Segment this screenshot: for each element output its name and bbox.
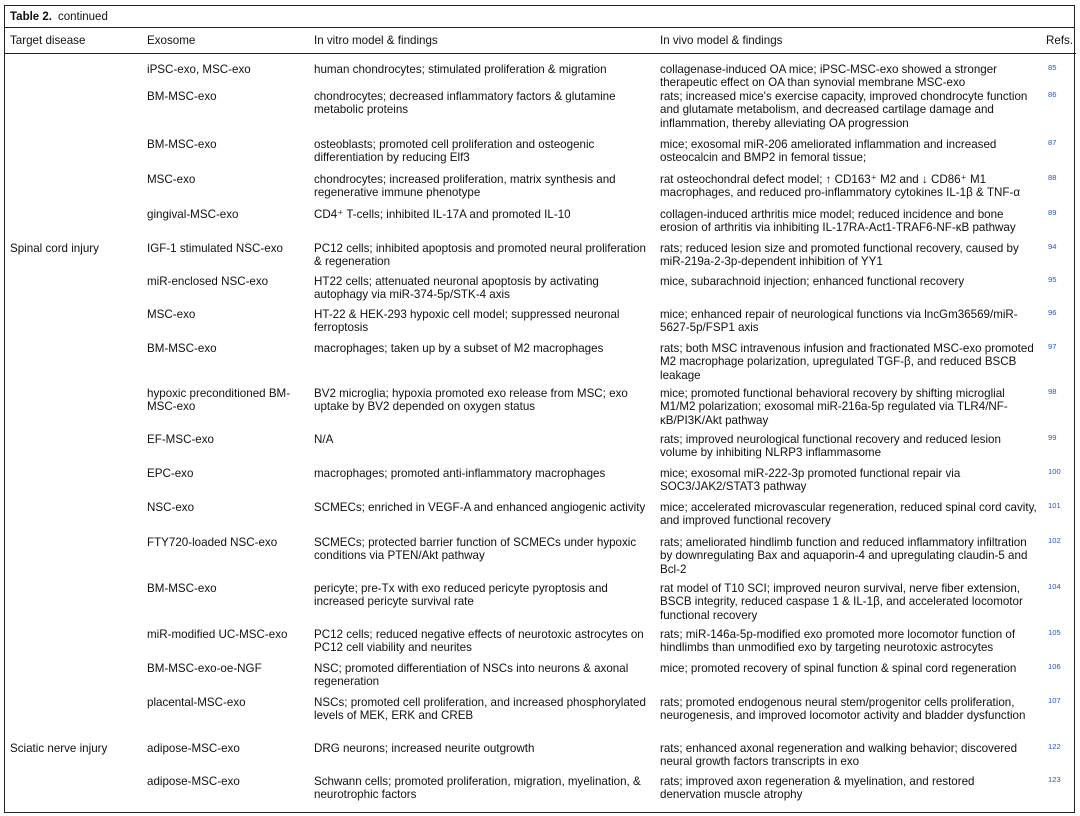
caption-label: Table 2. xyxy=(10,11,52,23)
cell-exosome: MSC-exo xyxy=(147,172,196,186)
header-exosome: Exosome xyxy=(142,28,309,53)
cell-ref xyxy=(1041,582,1076,628)
table-row xyxy=(5,242,1076,275)
table-row xyxy=(5,628,1076,662)
cell-exosome: iPSC-exo, MSC-exo xyxy=(147,62,251,76)
table-row xyxy=(5,387,1076,433)
header-in-vitro: In vitro model & findings xyxy=(309,28,655,53)
exosome-table xyxy=(5,28,1076,809)
cell-in-vitro: N/A xyxy=(314,432,334,446)
cell-exosome: BM-MSC-exo xyxy=(147,137,217,151)
table-row xyxy=(5,536,1076,582)
cell-in-vitro: DRG neurons; increased neurite outgrowth xyxy=(314,741,535,755)
table-row xyxy=(5,173,1076,208)
cell-in-vivo: rat osteochondral defect model; ↑ CD163⁺ M2 and ↓ CD86⁺ M1 macrophages, and reduced pro-inflammatory cytokines IL-1β & TNF-α xyxy=(660,172,1021,199)
cell-in-vitro: chondrocytes; increased proliferation, matrix synthesis and regenerative immune phenotype xyxy=(314,172,616,199)
cell-target-disease xyxy=(5,138,142,173)
cell-ref xyxy=(1041,387,1076,433)
cell-in-vitro: BV2 microglia; hypoxia promoted exo release from MSC; exo uptake by BV2 depended on oxygen status xyxy=(314,386,628,413)
ref-link[interactable]: 100 xyxy=(1048,466,1061,476)
table-row xyxy=(5,742,1076,775)
cell-target-disease xyxy=(5,342,142,387)
cell-in-vitro: chondrocytes; decreased inflammatory factors & glutamine metabolic proteins xyxy=(314,89,616,116)
table-frame xyxy=(4,5,1075,813)
ref-link[interactable]: 94 xyxy=(1048,241,1057,251)
cell-in-vitro: Schwann cells; promoted proliferation, migration, myelination, & neurotrophic factors xyxy=(314,774,641,801)
cell-in-vitro: HT-22 & HEK-293 hypoxic cell model; suppressed neuronal ferroptosis xyxy=(314,307,620,334)
cell-ref xyxy=(1041,53,1076,90)
cell-in-vivo: rats; improved axon regeneration & myelination, and restored denervation muscle atrophy xyxy=(660,774,975,801)
cell-exosome: BM-MSC-exo xyxy=(147,89,217,103)
cell-ref xyxy=(1041,628,1076,662)
ref-link[interactable]: 122 xyxy=(1048,741,1061,751)
ref-link[interactable]: 99 xyxy=(1048,432,1057,442)
cell-in-vivo: rats; miR-146a-5p-modified exo promoted more locomotor function of hindlimbs than unmodified exo by targeting neurotoxic astrocytes xyxy=(660,627,1016,654)
cell-ref xyxy=(1041,662,1076,696)
table-row xyxy=(5,467,1076,501)
cell-ref xyxy=(1041,173,1076,208)
ref-link[interactable]: 95 xyxy=(1048,274,1057,284)
header-refs: Refs. xyxy=(1041,28,1076,53)
cell-ref xyxy=(1041,342,1076,387)
caption-text: continued xyxy=(57,11,108,23)
cell-target-disease xyxy=(5,467,142,501)
cell-target-disease xyxy=(5,308,142,342)
cell-ref xyxy=(1041,501,1076,536)
cell-in-vitro: CD4⁺ T-cells; inhibited IL-17A and promoted IL-10 xyxy=(314,207,571,221)
cell-target-disease xyxy=(5,275,142,308)
ref-link[interactable]: 101 xyxy=(1048,500,1061,510)
cell-in-vivo: mice; promoted functional behavioral recovery by shifting microglial M1/M2 polarization; exosomal miR-216a-5p regulated via TLR4/NF-κB/PI3K/Akt pathway xyxy=(660,386,1008,427)
cell-ref xyxy=(1041,275,1076,308)
ref-link[interactable]: 89 xyxy=(1048,207,1057,217)
cell-in-vitro: SCMECs; protected barrier function of SCMECs under hypoxic conditions via PTEN/Akt pathway xyxy=(314,535,637,562)
cell-in-vivo: rats; both MSC intravenous infusion and fractionated MSC-exo promoted M2 macrophage polarization, upregulated TGF-β, and reduced BSCB leakage xyxy=(660,341,1034,382)
cell-exosome: adipose-MSC-exo xyxy=(147,774,240,788)
header-target-disease: Target disease xyxy=(5,28,142,53)
cell-in-vitro: PC12 cells; inhibited apoptosis and promoted neural proliferation & regeneration xyxy=(314,241,646,268)
cell-in-vivo: rats; ameliorated hindlimb function and reduced inflammatory infiltration by downregulating Bax and aquaporin-4 and upregulating claudin-5 and Bcl-2 xyxy=(660,535,1028,576)
cell-ref xyxy=(1041,467,1076,501)
table-row xyxy=(5,308,1076,342)
cell-target-disease xyxy=(5,53,142,90)
cell-in-vivo: mice; exosomal miR-222-3p promoted functional repair via SOC3/JAK2/STAT3 pathway xyxy=(660,466,961,493)
cell-in-vivo: rat model of T10 SCI; improved neuron survival, nerve fiber extension, BSCB integrity, reduced caspase 1 & IL-1β, and accelerated locomotor functional recovery xyxy=(660,581,1023,622)
cell-target-disease xyxy=(5,433,142,467)
table-row xyxy=(5,208,1076,242)
cell-in-vivo: rats; improved neurological functional recovery and reduced lesion volume by inhibiting NLRP3 inflammasome xyxy=(660,432,1001,459)
cell-in-vivo: mice; accelerated microvascular regeneration, reduced spinal cord cavity, and improved functional recovery xyxy=(660,500,1037,527)
ref-link[interactable]: 123 xyxy=(1048,774,1061,784)
table-row xyxy=(5,275,1076,308)
cell-in-vitro: NSCs; promoted cell proliferation, and increased phosphorylated levels of MEK, ERK and CREB xyxy=(314,695,646,722)
table-row xyxy=(5,501,1076,536)
cell-exosome: BM-MSC-exo-oe-NGF xyxy=(147,661,262,675)
cell-in-vitro: pericyte; pre-Tx with exo reduced pericyte pyroptosis and increased pericyte survival rate xyxy=(314,581,608,608)
cell-target-disease xyxy=(5,536,142,582)
cell-exosome: IGF-1 stimulated NSC-exo xyxy=(147,241,283,255)
cell-in-vivo: rats; reduced lesion size and promoted functional recovery, caused by miR-219a-2-3p-dependent inhibition of YY1 xyxy=(660,241,1019,268)
cell-ref xyxy=(1041,308,1076,342)
table-row xyxy=(5,433,1076,467)
table-row xyxy=(5,696,1076,742)
cell-target-disease xyxy=(5,628,142,662)
cell-exosome: EPC-exo xyxy=(147,466,194,480)
cell-exosome: miR-modified UC-MSC-exo xyxy=(147,627,288,641)
cell-ref xyxy=(1041,433,1076,467)
cell-in-vivo: mice; promoted recovery of spinal function & spinal cord regeneration xyxy=(660,661,1017,675)
cell-exosome: miR-enclosed NSC-exo xyxy=(147,274,269,288)
cell-exosome: adipose-MSC-exo xyxy=(147,741,240,755)
cell-exosome: placental-MSC-exo xyxy=(147,695,246,709)
cell-in-vivo: rats; promoted endogenous neural stem/progenitor cells proliferation, neurogenesis, and improved locomotor activity and bladder dysfunction xyxy=(660,695,1026,722)
ref-link[interactable]: 107 xyxy=(1048,695,1061,705)
cell-target-disease: Sciatic nerve injury xyxy=(10,741,108,755)
cell-exosome: hypoxic preconditioned BM-MSC-exo xyxy=(147,386,291,413)
cell-exosome: MSC-exo xyxy=(147,307,196,321)
cell-in-vitro: macrophages; taken up by a subset of M2 macrophages xyxy=(314,341,604,355)
cell-ref xyxy=(1041,536,1076,582)
cell-target-disease: Spinal cord injury xyxy=(10,241,99,255)
cell-in-vivo: collagenase-induced OA mice; iPSC-MSC-exo showed a stronger therapeutic effect on OA than synovial membrane MSC-exo xyxy=(660,62,998,89)
cell-exosome: FTY720-loaded NSC-exo xyxy=(147,535,278,549)
cell-in-vitro: PC12 cells; reduced negative effects of neurotoxic astrocytes on PC12 cell viability and neurites xyxy=(314,627,644,654)
ref-link[interactable]: 104 xyxy=(1048,581,1061,591)
cell-in-vivo: collagen-induced arthritis mice model; reduced incidence and bone erosion of arthritis via inhibiting IL-17RA-Act1-TRAF6-NF-κB pathway xyxy=(660,207,1016,234)
cell-target-disease xyxy=(5,208,142,242)
cell-exosome: BM-MSC-exo xyxy=(147,581,217,595)
cell-in-vitro: HT22 cells; attenuated neuronal apoptosis by activating autophagy via miR-374-5p/STK-4 axis xyxy=(314,274,599,301)
table-row xyxy=(5,90,1076,138)
table-row xyxy=(5,53,1076,90)
cell-ref xyxy=(1041,138,1076,173)
cell-target-disease xyxy=(5,775,142,809)
ref-link[interactable]: 85 xyxy=(1048,62,1057,72)
cell-target-disease xyxy=(5,501,142,536)
cell-ref xyxy=(1041,208,1076,242)
ref-link[interactable]: 106 xyxy=(1048,661,1061,671)
cell-ref xyxy=(1041,775,1076,809)
table-caption xyxy=(5,6,1074,28)
cell-target-disease xyxy=(5,387,142,433)
ref-link[interactable]: 97 xyxy=(1048,341,1057,351)
ref-link[interactable]: 96 xyxy=(1048,307,1057,317)
ref-link[interactable]: 98 xyxy=(1048,386,1057,396)
ref-link[interactable]: 87 xyxy=(1048,137,1057,147)
cell-in-vivo: mice; exosomal miR-206 ameliorated inflammation and increased osteocalcin and BMP2 in femoral tissue; xyxy=(660,137,997,164)
cell-target-disease xyxy=(5,662,142,696)
cell-ref xyxy=(1041,742,1076,775)
table-row xyxy=(5,582,1076,628)
table-row xyxy=(5,342,1076,387)
cell-target-disease xyxy=(5,582,142,628)
ref-link[interactable]: 105 xyxy=(1048,627,1061,637)
cell-in-vivo: rats; enhanced axonal regeneration and walking behavior; discovered neural growth factors transcripts in exo xyxy=(660,741,1018,768)
cell-in-vitro: human chondrocytes; stimulated proliferation & migration xyxy=(314,62,607,76)
cell-in-vitro: macrophages; promoted anti-inflammatory macrophages xyxy=(314,466,606,480)
header-row xyxy=(5,28,1076,53)
cell-in-vitro: NSC; promoted differentiation of NSCs into neurons & axonal regeneration xyxy=(314,661,629,688)
cell-ref xyxy=(1041,696,1076,742)
table-row xyxy=(5,662,1076,696)
header-in-vivo: In vivo model & findings xyxy=(655,28,1041,53)
ref-link[interactable]: 88 xyxy=(1048,172,1057,182)
table-body xyxy=(5,53,1076,809)
cell-in-vivo: mice, subarachnoid injection; enhanced functional recovery xyxy=(660,274,965,288)
cell-target-disease xyxy=(5,173,142,208)
cell-target-disease xyxy=(5,696,142,742)
cell-in-vitro: osteoblasts; promoted cell proliferation and osteogenic differentiation by reducing Elf3 xyxy=(314,137,595,164)
cell-ref xyxy=(1041,90,1076,138)
ref-link[interactable]: 102 xyxy=(1048,535,1061,545)
cell-exosome: EF-MSC-exo xyxy=(147,432,214,446)
cell-in-vivo: mice; enhanced repair of neurological functions via lncGm36569/miR-5627-5p/FSP1 axis xyxy=(660,307,1018,334)
cell-exosome: gingival-MSC-exo xyxy=(147,207,239,221)
table-row xyxy=(5,775,1076,809)
ref-link[interactable]: 86 xyxy=(1048,89,1057,99)
cell-in-vitro: SCMECs; enriched in VEGF-A and enhanced angiogenic activity xyxy=(314,500,646,514)
cell-exosome: BM-MSC-exo xyxy=(147,341,217,355)
cell-exosome: NSC-exo xyxy=(147,500,195,514)
cell-in-vivo: rats; increased mice's exercise capacity, improved chondrocyte function and glutamate metabolism, and decreased cartilage damage and inflammation, thereby alleviating OA progression xyxy=(660,89,1028,130)
table-row xyxy=(5,138,1076,173)
cell-target-disease xyxy=(5,90,142,138)
cell-ref xyxy=(1041,242,1076,275)
